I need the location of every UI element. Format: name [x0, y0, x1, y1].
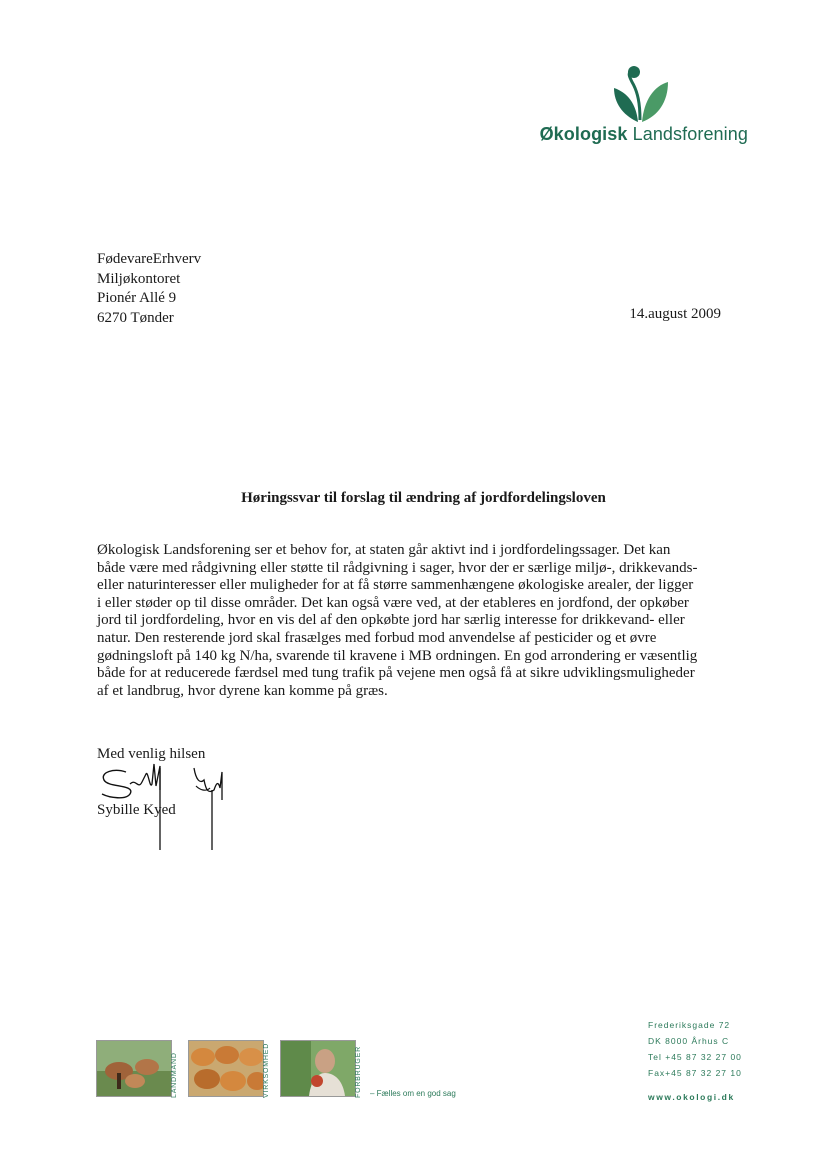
- footer-website-link[interactable]: www.okologi.dk: [648, 1092, 735, 1102]
- footer-contact: [648, 1017, 742, 1105]
- address-line: FødevareErhverv: [97, 251, 202, 267]
- closing-greeting: Med venlig hilsen: [97, 746, 206, 762]
- body-line: i eller støder op til disse områder. Det kan også være ved, at der etableres en jordfond, der opkøber: [97, 594, 689, 611]
- stamp-label-forbruger: FORBRUGER: [355, 1046, 362, 1098]
- body-line: af et landbrug, hvor dyrene kan komme på græs.: [97, 682, 388, 699]
- letter-date: 14.august 2009: [629, 306, 721, 322]
- footer-street: Frederiksgade 72: [648, 1020, 731, 1030]
- body-line: jord til jordfordeling, hvor en vis del af den opkøbte jord har særlig interesse for drikkevand- eller: [97, 612, 685, 629]
- stamp-label-landmand: LANDMAND: [171, 1052, 178, 1098]
- footer-city: DK 8000 Århus C: [648, 1036, 730, 1046]
- body-line: Økologisk Landsforening ser et behov for, at staten går aktivt ind i jordfordelingssager. Det kan: [97, 542, 671, 558]
- bread-stamp-icon: [188, 1040, 264, 1097]
- body-line: eller naturinteresser eller muligheder for at få større sammenhængene økologiske arealer, der ligger: [97, 577, 694, 594]
- footer-slogan: – Fælles om en god sag: [370, 1089, 456, 1098]
- letterhead-logo: [538, 64, 748, 150]
- body-line: gødningsloft på 140 kg N/ha, svarende til kravene i MB ordningen. En god arrondering er væsentlig: [97, 647, 698, 664]
- body-line: både være med rådgivning eller støtte til rådgivning i sager, hvor der er særlige miljø-, drikkevands-: [97, 559, 698, 576]
- address-line: Pionér Allé 9: [97, 290, 177, 306]
- logo-bold-word: Økologisk: [539, 124, 628, 144]
- signer-name: Sybille Kyed: [97, 802, 176, 818]
- address-line: Miljøkontoret: [97, 270, 181, 287]
- leaf-sprout-icon: [610, 64, 670, 122]
- letter-body: [97, 542, 757, 700]
- letter-subject: Høringssvar til forslag til ændring af jordfordelingsloven: [241, 490, 606, 506]
- footer-fax: Fax+45 87 32 27 10: [648, 1068, 742, 1078]
- body-line: både for at reducerede færdsel med tung trafik på vejene men også få at sikre udviklingsmuligheder: [97, 665, 695, 682]
- address-line: 6270 Tønder: [97, 309, 174, 326]
- footer-phone: Tel +45 87 32 27 00: [648, 1052, 742, 1062]
- stamp-label-virksomhed: VIRKSOMHED: [263, 1042, 270, 1098]
- organization-name: [538, 124, 748, 145]
- recipient-address: [97, 250, 201, 328]
- body-line: natur. Den resterende jord skal frasælges med forbud mod anvendelse af pesticider og et øvre: [97, 629, 657, 646]
- logo-rest-words: Landsforening: [627, 124, 748, 144]
- farmer-stamp-icon: [96, 1040, 172, 1097]
- consumer-stamp-icon: [280, 1040, 356, 1097]
